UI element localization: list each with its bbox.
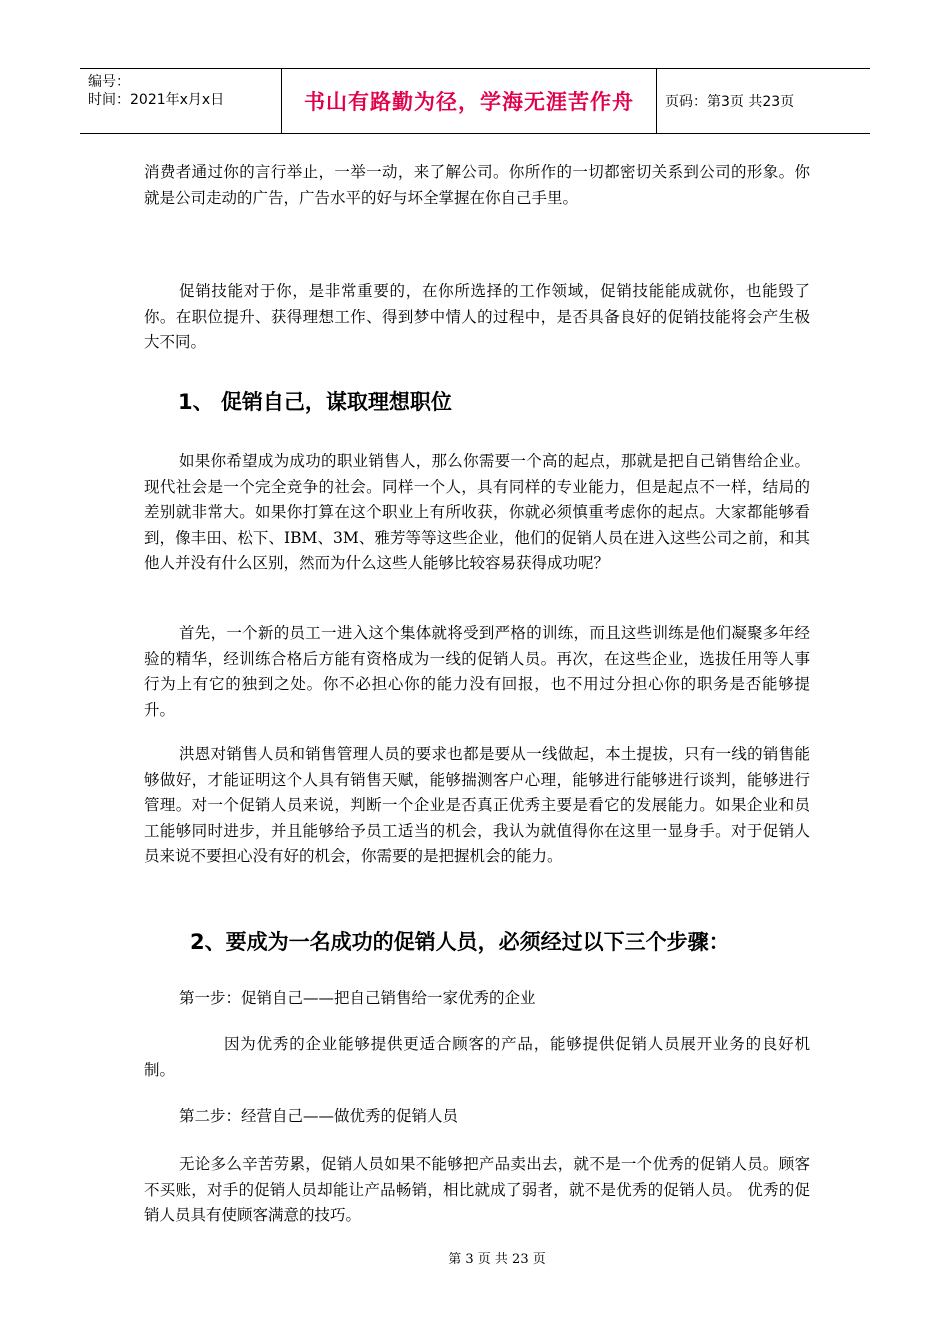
header-number-label: 编号： — [88, 74, 130, 90]
paragraph-2: 促销技能对于你，是非常重要的，在你所选择的工作领域，促销技能能成就你，也能毁了你。在职位提升、获得理想工作、得到梦中情人的过程中，是否具备良好的促销技能将会产生极大不同。 — [144, 282, 810, 351]
header-time-label: 时间：2021年x月x日 — [88, 92, 225, 108]
header-meta — [80, 69, 282, 133]
section-heading-2: 2、要成为一名成功的促销人员，必须经过以下三个步骤： — [190, 930, 730, 954]
page-header — [80, 68, 870, 134]
paragraph-5: 洪恩对销售人员和销售管理人员的要求也都是要从一线做起，本土提拔，只有一线的销售能够做好，才能证明这个人具有销售天赋，能够揣测客户心理，能够进行能够进行谈判，能够进行管理。对一个促销人员来说，判断一个企业是否真正优秀主要是看它的发展能力。如果企业和员工能够同时进步，并且能够给予员工适当的机会，我认为就值得你在这里一显身手。对于促销人员来说不要担心没有好的机会，你需要的是把握机会的能力。 — [144, 745, 810, 865]
header-page-label: 页码：第3页 共23页 — [665, 94, 795, 110]
paragraph-1: 消费者通过你的言行举止，一举一动，来了解公司。你所作的一切都密切关系到公司的形象。你就是公司走动的广告，广告水平的好与坏全掌握在你自己手里。 — [144, 163, 810, 207]
paragraph-4: 首先，一个新的员工一进入这个集体就将受到严格的训练，而且这些训练是他们凝聚多年经验的精华，经训练合格后方能有资格成为一线的促销人员。再次，在这些企业，选拔任用等人事行为上有它的独到之处。你不必担心你的能力没有回报，也不用过分担心你的职务是否能够提升。 — [144, 624, 810, 719]
step-1: 第一步：促销自己——把自己销售给一家优秀的企业 — [179, 989, 536, 1007]
page-footer: 第 3 页 共 23 页 — [448, 1252, 546, 1267]
paragraph-3: 如果你希望成为成功的职业销售人，那么你需要一个高的起点，那就是把自己销售给企业。 现代社会是一个完全竞争的社会。同样一个人，具有同样的专业能力，但是起点不一样，结局的差别就非常大。如果你打算在这个职业上有所收获，你就必须慎重考虑你的起点。大家都能够看到，像丰田、松下、IBM、3M、雅芳等等这些企业，他们的促销人员在进入这些公司之前，和其他人并没有什么区别，然而为什么这些人能够比较容易获得成功呢？ — [144, 452, 810, 572]
paragraph-7: 无论多么辛苦劳累，促销人员如果不能够把产品卖出去，就不是一个优秀的促销人员。顾客不买账，对手的促销人员却能让产品畅销，相比就成了弱者，就不是优秀的促销人员。 优秀的促销人员具有使顾客满意的技巧。 — [144, 1155, 810, 1224]
paragraph-6: 因为优秀的企业能够提供更适合顾客的产品，能够提供促销人员展开业务的良好机制。 — [144, 1035, 810, 1079]
section-heading-1: 1、 促销自己，谋取理想职位 — [178, 390, 452, 414]
header-motto: 书山有路勤为径，学海无涯苦作舟 — [282, 69, 657, 133]
step-2: 第二步：经营自己——做优秀的促销人员 — [179, 1107, 459, 1125]
